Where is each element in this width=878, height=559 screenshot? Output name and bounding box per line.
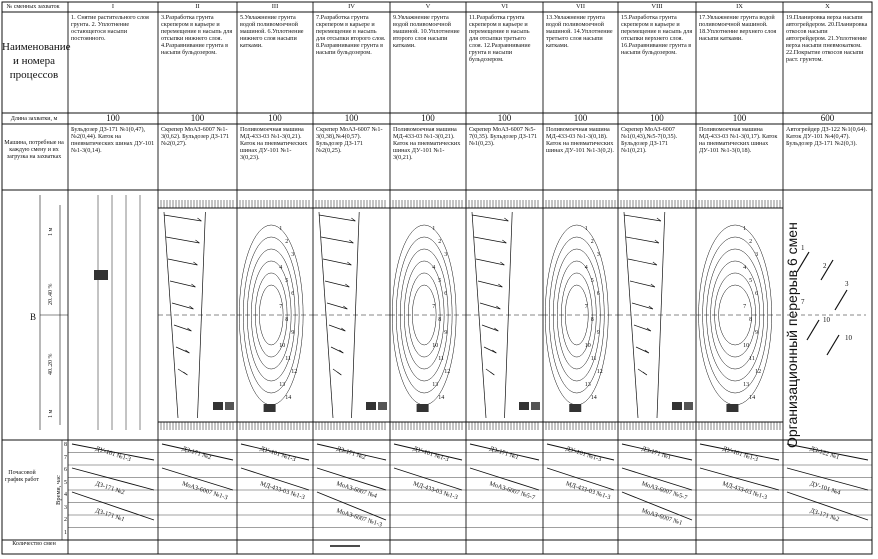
machine-text: Скрепер МоАЗ-6007 №5-7(0,35). Бульдозер ДЗ-171 №1(0,23). bbox=[469, 126, 538, 147]
scraper-path bbox=[166, 237, 199, 243]
machine-text: Скрепер МоАЗ-6007 №1-3(0,38),№4(0,57). Бульдозер ДЗ-171 №2(0,25). bbox=[316, 126, 383, 154]
pass-number: 5 bbox=[438, 278, 442, 284]
pass-number: 4 bbox=[279, 265, 283, 271]
schedule-label: ДЗ-171 №1 bbox=[94, 507, 126, 524]
grader-path bbox=[827, 335, 839, 355]
scraper-path bbox=[164, 215, 201, 221]
machine-text: Поливомоечная машина МД-433-03 №1-3(0,17). Каток на пневматических шинах ДУ-101 №1-3(0,18). bbox=[699, 126, 778, 154]
hour-tick: 4 bbox=[64, 492, 67, 498]
pass-number: 9 bbox=[755, 330, 759, 336]
zone-length: 100 bbox=[732, 113, 747, 123]
machine-text: Поливомоечная машина МД-433-03 №1-3(0,21). Каток на пневматических шинах ДУ-101 №1-3(0,21). bbox=[393, 126, 461, 161]
schedule-label: МоАЗ-6007 №5-7 bbox=[488, 480, 536, 502]
pass-number: 14 bbox=[438, 395, 445, 401]
pass-number: 2 bbox=[438, 239, 442, 245]
pass-number: 8 bbox=[438, 317, 442, 323]
length-label: Длина захватки, м bbox=[10, 116, 58, 122]
machine-icon bbox=[378, 402, 387, 410]
scraper-path bbox=[319, 215, 355, 221]
zone-length: 100 bbox=[573, 113, 588, 123]
scraper-path bbox=[323, 259, 351, 265]
pass-number: 3 bbox=[291, 252, 295, 258]
schedule-label: Почасовой график работ bbox=[5, 470, 39, 483]
column-id: IV bbox=[348, 3, 355, 10]
pass-number: 7 bbox=[743, 304, 747, 310]
dim-bot-label: 1 м bbox=[48, 409, 54, 418]
pass-number: 5 bbox=[285, 278, 289, 284]
pass-number: 8 bbox=[285, 317, 289, 323]
pass-number: 7 bbox=[584, 304, 588, 310]
column-id: VI bbox=[501, 3, 508, 10]
schedule-label: ДЗ-171 №2 bbox=[335, 445, 367, 462]
machine-text: Бульдозер ДЗ-171 №1(0,47),№2(0,44). Каток на пневматических шинах ДУ-101 №1-3(0,14). bbox=[71, 126, 155, 154]
pass-number: 2 bbox=[749, 239, 753, 245]
processes-label: Наименование и номера процессов bbox=[2, 41, 71, 81]
schedule-label: ДЗ-122 №1 bbox=[809, 445, 841, 462]
pass-number: 3 bbox=[444, 252, 448, 258]
process-text: 19.Планировка верха насыпи автогрейдером. 20.Планировка откосов насыпи автогрейдером. 21.Уплотнение верха насыпи пневмокатком. 22.Покрытие откосов насыпи раст. грунтом. bbox=[786, 14, 868, 63]
pass-number: 9 bbox=[291, 330, 295, 336]
grader-path bbox=[807, 320, 819, 340]
schedule-label: ДУ-101 №1-3 bbox=[412, 445, 450, 464]
pass-number: 7 bbox=[432, 304, 436, 310]
pass-number: 13 bbox=[279, 382, 286, 388]
zone-length: 600 bbox=[820, 113, 835, 123]
pass-number: 1 bbox=[432, 226, 436, 232]
machine-icon bbox=[519, 402, 529, 410]
scraper-path bbox=[632, 303, 653, 309]
pass-number: 2 bbox=[285, 239, 289, 245]
pass-number: 4 bbox=[743, 265, 747, 271]
pass-number: 12 bbox=[444, 369, 451, 375]
machine-text: Поливомоечная машина МД-433-03 №1-3(0,21). Каток на пневматических шинах ДУ-101 №1-3(0,23). bbox=[240, 126, 308, 161]
scraper-path bbox=[484, 347, 496, 353]
pass-number: 11 bbox=[438, 356, 444, 362]
schedule-label: ДЗ-171 №2 bbox=[94, 480, 126, 497]
scraper-path bbox=[172, 303, 193, 309]
schedule-label: ДЗ-171 №1 bbox=[488, 445, 520, 462]
hour-tick: 1 bbox=[64, 529, 67, 536]
process-text: 1. Снятие растительного слоя грунта. 2. Уплотнение остающегося насыпи постоянного. bbox=[71, 14, 149, 42]
schedule-label: МоАЗ-6007 №1 bbox=[640, 507, 684, 527]
scraper-path bbox=[636, 347, 649, 353]
scraper-path bbox=[474, 237, 506, 243]
zone-length: 100 bbox=[190, 113, 205, 123]
scraper-path bbox=[628, 259, 657, 265]
machine-icon bbox=[684, 402, 693, 410]
pass-number: 6 bbox=[755, 291, 759, 297]
break-label: Организационный перерыв 6 смен bbox=[784, 222, 800, 448]
scraper-path bbox=[174, 325, 191, 331]
plan-number: 10 bbox=[845, 334, 852, 342]
column-id: V bbox=[425, 3, 431, 10]
hour-tick: 3 bbox=[64, 504, 67, 511]
machine-icon bbox=[417, 404, 429, 412]
scraper-path bbox=[624, 215, 661, 221]
schedule-label: МоАЗ-6007 №5-7 bbox=[640, 480, 689, 502]
machine-icon bbox=[726, 404, 738, 412]
pass-number: 4 bbox=[432, 265, 436, 271]
plan-number: 10 bbox=[823, 316, 830, 324]
pass-number: 6 bbox=[291, 291, 295, 297]
shift-count-label: Количество смен bbox=[12, 541, 56, 547]
column-id: VIII bbox=[651, 3, 663, 10]
pass-number: 10 bbox=[584, 343, 591, 349]
schedule-label: МоАЗ-6007 №1-3 bbox=[335, 507, 383, 529]
scraper-path bbox=[168, 259, 197, 265]
plan-number: 2 bbox=[823, 262, 827, 270]
pass-number: 8 bbox=[590, 317, 594, 323]
pass-number: 13 bbox=[432, 382, 439, 388]
machine-text: Скрепер МоАЗ-6007 №1-3(0,62). Бульдозер ДЗ-171 №2(0,27). bbox=[161, 126, 230, 147]
scraper-path bbox=[176, 347, 189, 353]
machine-icon bbox=[94, 270, 108, 280]
process-text: 7.Разработка грунта скрепером в карьере и перемещение в насыпь для отсыпки второго слоя. 8.Разравнивание грунта в насыпи бульдозером. bbox=[316, 14, 386, 56]
pass-number: 14 bbox=[285, 395, 292, 401]
process-text: 5.Увлажнение грунта водой поливомоечной машиной. 6.Уплотнение нижнего слоя насыпи катками. bbox=[240, 14, 304, 49]
pass-number: 10 bbox=[279, 343, 286, 349]
schedule-label: ДЗ-171 №2 bbox=[809, 507, 841, 524]
machine-icon bbox=[213, 402, 223, 410]
hour-tick: 2 bbox=[64, 517, 67, 523]
machines-label: Машина, потребные на каждую смену и их загрузка на захватках bbox=[4, 140, 64, 160]
machine-text: Поливомоечная машина МД-433-03 №1-3(0,18). Каток на пневматических шинах ДУ-101 №1-3(0,2). bbox=[546, 126, 614, 154]
schedule-label: МоАЗ-6007 №4 bbox=[335, 480, 378, 500]
pass-number: 14 bbox=[590, 395, 597, 401]
hour-tick: 7 bbox=[64, 454, 67, 461]
schedule-label: ДУ-101 №4 bbox=[809, 480, 842, 497]
zone-length: 100 bbox=[497, 113, 512, 123]
machine-text: Автогрейдер ДЗ-122 №1(0,64). Каток ДУ-101 №4(0,47). Бульдозер ДЗ-171 №2(0,3). bbox=[786, 126, 868, 147]
pass-number: 5 bbox=[590, 278, 594, 284]
process-text: 15.Разработка грунта скрепером в карьере и перемещение в насыпь для отсыпки верхнего слоя. 16.Разравнивание грунта в насыпи бульдозером. bbox=[621, 14, 693, 56]
schedule-label: ДУ-101 №1-3 bbox=[564, 445, 603, 464]
schedule-label: МоАЗ-6007 №1-3 bbox=[181, 480, 229, 502]
pass-number: 3 bbox=[596, 252, 600, 258]
schedule-label: МД-433-03 №1-3 bbox=[721, 480, 768, 502]
machine-icon bbox=[264, 404, 276, 412]
pass-number: 3 bbox=[755, 252, 759, 258]
pass-number: 10 bbox=[743, 343, 750, 349]
schedule-label: ДЗ-171 №2 bbox=[181, 445, 213, 462]
schedule-label: ДУ-101 №1-3 bbox=[259, 445, 297, 464]
dim-mid-bot-label: 40..20 % bbox=[48, 353, 54, 375]
pass-number: 6 bbox=[596, 291, 600, 297]
pass-number: 4 bbox=[584, 265, 588, 271]
scraper-arrow bbox=[490, 372, 494, 375]
schedule-label: МД-433-03 №1-3 bbox=[412, 480, 459, 502]
machine-icon bbox=[672, 402, 682, 410]
width-label: В bbox=[29, 312, 36, 322]
scraper-path bbox=[482, 325, 498, 331]
column-id: III bbox=[271, 3, 279, 10]
scraper-path bbox=[331, 347, 343, 353]
column-id: I bbox=[111, 3, 115, 10]
pass-number: 11 bbox=[285, 356, 291, 362]
process-text: 17.Увлажнение грунта водой поливомоечной машиной. 18.Уплотнение верхнего слоя насыпи катками. bbox=[699, 14, 777, 42]
schedule-label: МД-433-03 №1-3 bbox=[564, 480, 612, 502]
zone-length: 100 bbox=[268, 113, 282, 123]
pass-number: 12 bbox=[596, 369, 603, 375]
dim-mid-top-label: 20..40 % bbox=[48, 283, 54, 305]
pass-number: 9 bbox=[596, 330, 600, 336]
scraper-arrow bbox=[337, 372, 341, 375]
machine-text: Скрепер МоАЗ-6007 №1(0,43),№5-7(0,35). Бульдозер ДЗ-171 №1(0,21). bbox=[621, 126, 678, 154]
pass-number: 2 bbox=[590, 239, 594, 245]
machine-icon bbox=[225, 402, 234, 410]
column-id: X bbox=[825, 3, 830, 10]
zone-length: 100 bbox=[650, 113, 664, 123]
column-id: VII bbox=[575, 3, 586, 10]
plan-number: 1 bbox=[801, 244, 805, 252]
scraper-path bbox=[327, 303, 347, 309]
pass-number: 12 bbox=[755, 369, 762, 375]
dim-top-label: 1 м bbox=[48, 227, 54, 236]
pass-number: 1 bbox=[584, 226, 588, 232]
pass-number: 6 bbox=[444, 291, 448, 297]
schedule-label: ДЗ-171 №1 bbox=[640, 445, 672, 462]
scraper-path bbox=[329, 325, 345, 331]
scraper-path bbox=[472, 215, 508, 221]
zone-length: 100 bbox=[421, 113, 435, 123]
plan-number: 7 bbox=[801, 298, 805, 306]
scraper-path bbox=[321, 237, 353, 243]
pass-number: 10 bbox=[432, 343, 439, 349]
grader-path bbox=[835, 290, 847, 310]
plan-number: 3 bbox=[845, 280, 849, 288]
hour-tick: 6 bbox=[64, 467, 67, 473]
machine-icon bbox=[366, 402, 376, 410]
pass-number: 14 bbox=[749, 395, 756, 401]
header-row-label: № сменных захваток bbox=[6, 4, 60, 10]
pass-number: 11 bbox=[590, 356, 597, 362]
scraper-arrow bbox=[643, 372, 647, 375]
scraper-arrow bbox=[183, 372, 187, 375]
time-axis-label: Время, час bbox=[55, 475, 62, 505]
pass-number: 8 bbox=[749, 317, 753, 323]
pass-number: 11 bbox=[749, 356, 755, 362]
process-text: 3.Разработка грунта скрепером в карьере и перемещение в насыпь для отсыпки нижнего слоя. 4.Разравнивание грунта в насыпи бульдозером. bbox=[161, 14, 233, 56]
pass-number: 9 bbox=[444, 330, 448, 336]
column-id: IX bbox=[736, 3, 743, 10]
pass-number: 5 bbox=[749, 278, 753, 284]
column-id: II bbox=[195, 3, 200, 10]
machine-icon bbox=[569, 404, 581, 412]
process-text: 9.Увлажнение грунта водой поливомоечной машиной. 10.Уплотнение второго слоя насыпи катками. bbox=[393, 14, 460, 49]
process-text: 13.Увлажнение грунта водой поливомоечной машиной. 14.Уплотнение третьего слоя насыпи катками. bbox=[546, 14, 613, 49]
pass-number: 13 bbox=[584, 382, 591, 388]
schedule-label: МД-433-03 №1-3 bbox=[259, 480, 306, 502]
pass-number: 1 bbox=[279, 226, 283, 232]
pass-number: 7 bbox=[279, 304, 283, 310]
hour-tick: 5 bbox=[64, 479, 67, 486]
process-text: 11.Разработка грунта скрепером в карьере и перемещение в насыпь для отсыпки третьего слоя. 12.Разравнивание грунта в насыпи бульдозером. bbox=[469, 14, 531, 63]
pass-number: 1 bbox=[743, 226, 747, 232]
zone-length: 100 bbox=[106, 113, 120, 123]
scraper-path bbox=[626, 237, 659, 243]
schedule-label: ДУ-101 №1-3 bbox=[721, 445, 759, 464]
scraper-path bbox=[634, 325, 651, 331]
pass-number: 13 bbox=[743, 382, 750, 388]
scraper-path bbox=[476, 259, 504, 265]
machine-icon bbox=[531, 402, 540, 410]
zone-length: 100 bbox=[344, 113, 359, 123]
schedule-label: ДУ-101 №1-3 bbox=[94, 445, 132, 464]
pass-number: 12 bbox=[291, 369, 298, 375]
hour-tick: 8 bbox=[64, 442, 67, 448]
scraper-path bbox=[480, 303, 500, 309]
